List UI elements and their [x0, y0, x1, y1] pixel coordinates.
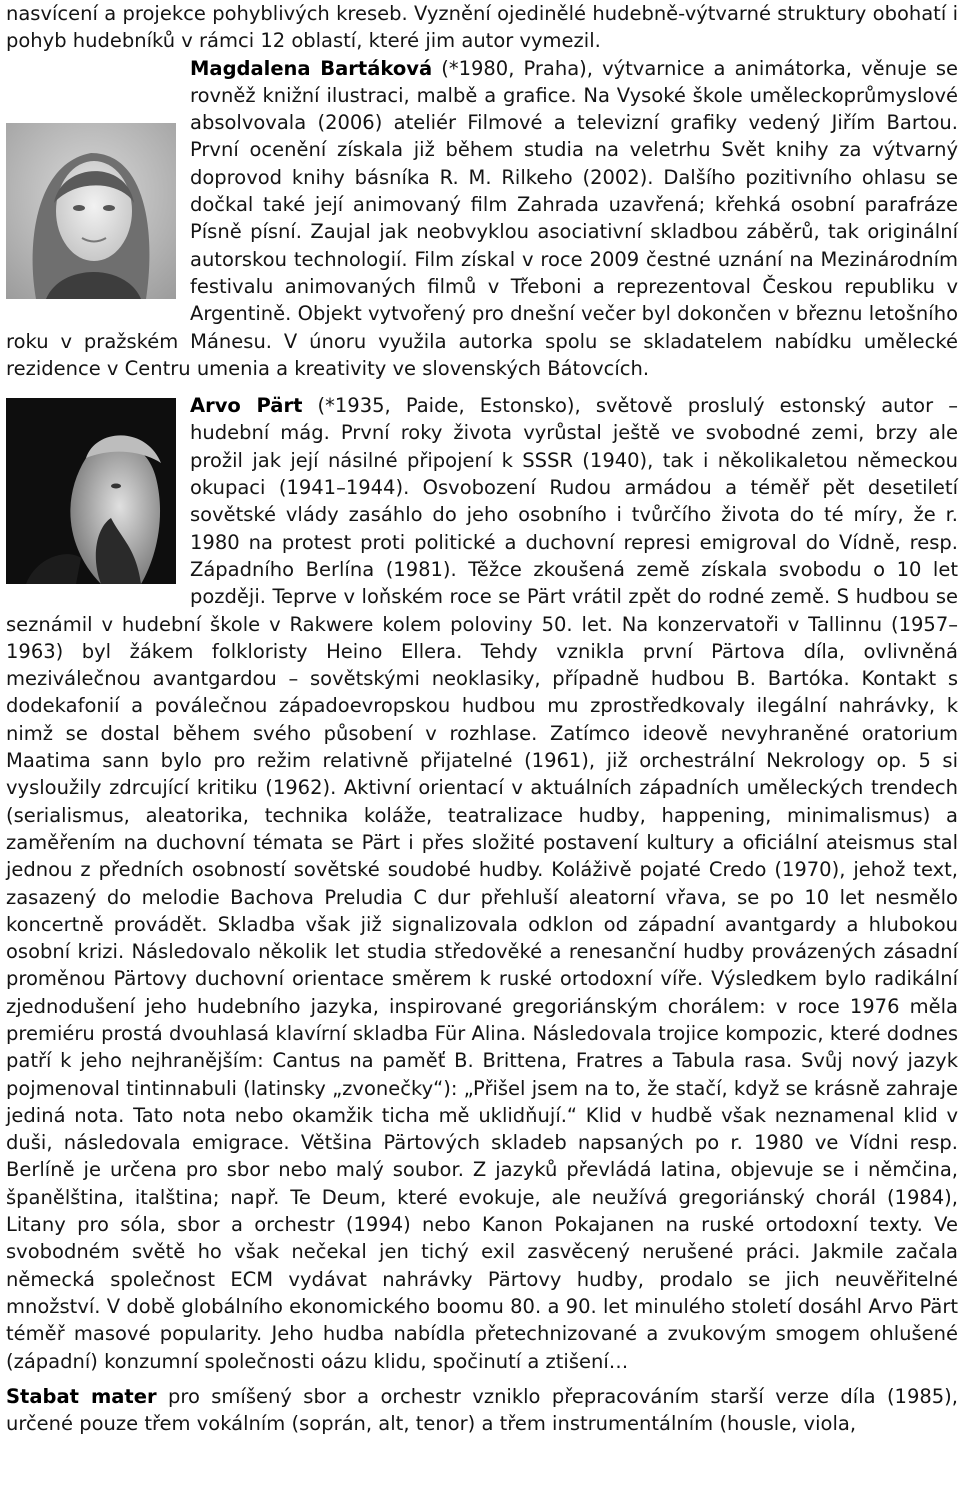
stabat-paragraph [6, 1383, 958, 1438]
intro-paragraph: nasvícení a projekce pohyblivých kreseb. Vyznění ojedinělé hudebně-výtvarné struktury obohatí i pohyb hudebníků v rámci 12 oblastí, které jim autor vymezil. [6, 2, 958, 53]
bartakova-photo [6, 123, 176, 299]
part-text: (*1935, Paide, Estonsko), světově proslulý estonský autor – hudební mág. První roky života vyrůstal ještě ve svobodné zemi, brzy ale prožil jak její násilné připojení k SSSR (1940), tak i několikaletou německou okupaci (1941–1944). Osvobození Rudou armádou a téměř pět desetiletí sovětské vlády zasáhlo do jeho osobního i tvůrčího života do té míry, že r. 1980 na protest proti politické a duchovní represi emigroval do Vídně, resp. Západního Berlína (1981). Těžce zkoušená země získala svobodu o 10 let později. Teprve v loňském roce se Pärt vrátil zpět do rodné země. S hudbou se seznámil v hudební škole v Rakwere kolem poloviny 50. let. Na konzervatoři v Tallinnu (1957–1963) byl žákem folkloristy Heino Ellera. Tehdy vznikla první Pärtova díla, ovlivněná meziválečnou avantgardou – sovětskými neoklasiky, případně hudbou B. Bartóka. Kontakt s dodekafonií a poválečnou západoevropskou hudbou mu zprostředkovaly ilegální nahrávky, k nimž se dostal během svého působení v rozhlase. Zatímco ideově nevyhraněné oratorium Maatima sann bylo pro režim relativně přijatelné (1961), již orchestrální Nekrology op. 5 si vysloužily zdrcující kritiku (1962). Aktivní orientací v aktuálních západních uměleckých trendech (serialismus, aleatorika, technika koláže, teatralizace hudby, happening, minimalismus) a zaměřením na duchovní témata se Pärt i přes složité postavení kultury a oficiální ateismus stal jednou z předních osobností sovětské soudobé hudby. Koláživě pojaté Credo (1970), jehož text, zasazený do melodie Bachova Preludia C dur přehluší aleatorní vřava, se po 10 let nesmělo koncertně provádět. Skladba však již signalizovala odklon od západní avantgardy a hlubokou osobní krizi. Následovalo několik let studia středověké a renesanční hudby provázených zásadní proměnou Pärtovy duchovní orientace směrem k ruské ortodoxní víře. Výsledkem bylo radikální zjednodušení jeho hudebního jazyka, inspirované gregoriánským chorálem: v roce 1976 měla premiéru prostá dvouhlasá klavírní skladba Für Alina. Následovala trojice kompozic, které dodnes patří k jeho nejhranějším: Cantus na paměť B. Brittena, Fratres a Tabula rasa. Svůj nový jazyk pojmenoval tintinnabuli (latinsky „zvonečky“): „Přišel jsem na to, že stačí, když se krásně zahraje jediná nota. Tato nota nebo okamžik ticha mě uklidňují.“ Klid v hudbě však neznamenal klid v duši, následovala emigrace. Většina Pärtových skladeb napsaných po r. 1980 ve Vídni resp. Berlíně je určena pro sbor nebo malý soubor. Z jazyků převládá latina, objevuje se i němčina, španělština, italština; např. Te Deum, které evokuje, ale neužívá gregoriánský chorál (1984), Litany pro sóla, sbor a orchestr (1994) nebo Kanon Pokajanen na ruské ortodoxní texty. Ve svobodném světě ho však nečekal jen tichý exil zasvěcený nerušené práci. Jakmile začala německá společnost ECM vydávat nahrávky Pärtovy hudby, prodalo se jich neuvěřitelné množství. V době globálního ekonomického boomu 80. a 90. let minulého století dosáhl Arvo Pärt téměř masové popularity. Jeho hudba nabídla přetechnizované a zvukovým smogem ohlušené (západní) konzumní společnosti oázu klidu, spočinutí a ztišení… [6, 394, 958, 1373]
bartakova-text: (*1980, Praha), výtvarnice a animátorka, věnuje se rovněž knižní ilustraci, malbě a grafice. Na Vysoké škole uměleckoprůmyslové absolvovala (2006) ateliér Filmové a televizní grafiky vedený Jiřím Bartou. První ocenění získala již během studia na veletrhu Svět knihy za výtvarný doprovod knihy básníka R. M. Rilkeho (2002). Dalšího pozitivního ohlasu se dočkal také její animovaný film Zahrada uzavřená; křehká osobní parafráze Písně písní. Zaujal jak neobvyklou asociativní skladbou záběrů, tak originální autorskou technologií. Film získal v roce 2009 čestné uznání na Mezinárodním festivalu animovaných filmů v Třeboni a reprezentoval Českou republiku v Argentině. Objekt vytvořený pro dnešní večer byl dokončen v březnu letošního roku v pražském Mánesu. V únoru využila autorka spolu se skladatelem nabídku umělecké rezidence v Centru umenia a kreativity ve slovenských Bátovcích. [6, 56, 958, 380]
stabat-text: pro smíšený sbor a orchestr vzniklo přepracováním starší verze díla (1985), určené pouze třem vokálním (soprán, alt, tenor) a třem instrumentálním (housle, viola, [6, 1384, 958, 1436]
part-name: Arvo Pärt [190, 394, 303, 418]
part-photo [6, 398, 176, 584]
bartakova-name: Magdalena Bartáková [190, 56, 433, 80]
stabat-title: Stabat mater [6, 1384, 157, 1408]
document-page [6, 0, 958, 1437]
